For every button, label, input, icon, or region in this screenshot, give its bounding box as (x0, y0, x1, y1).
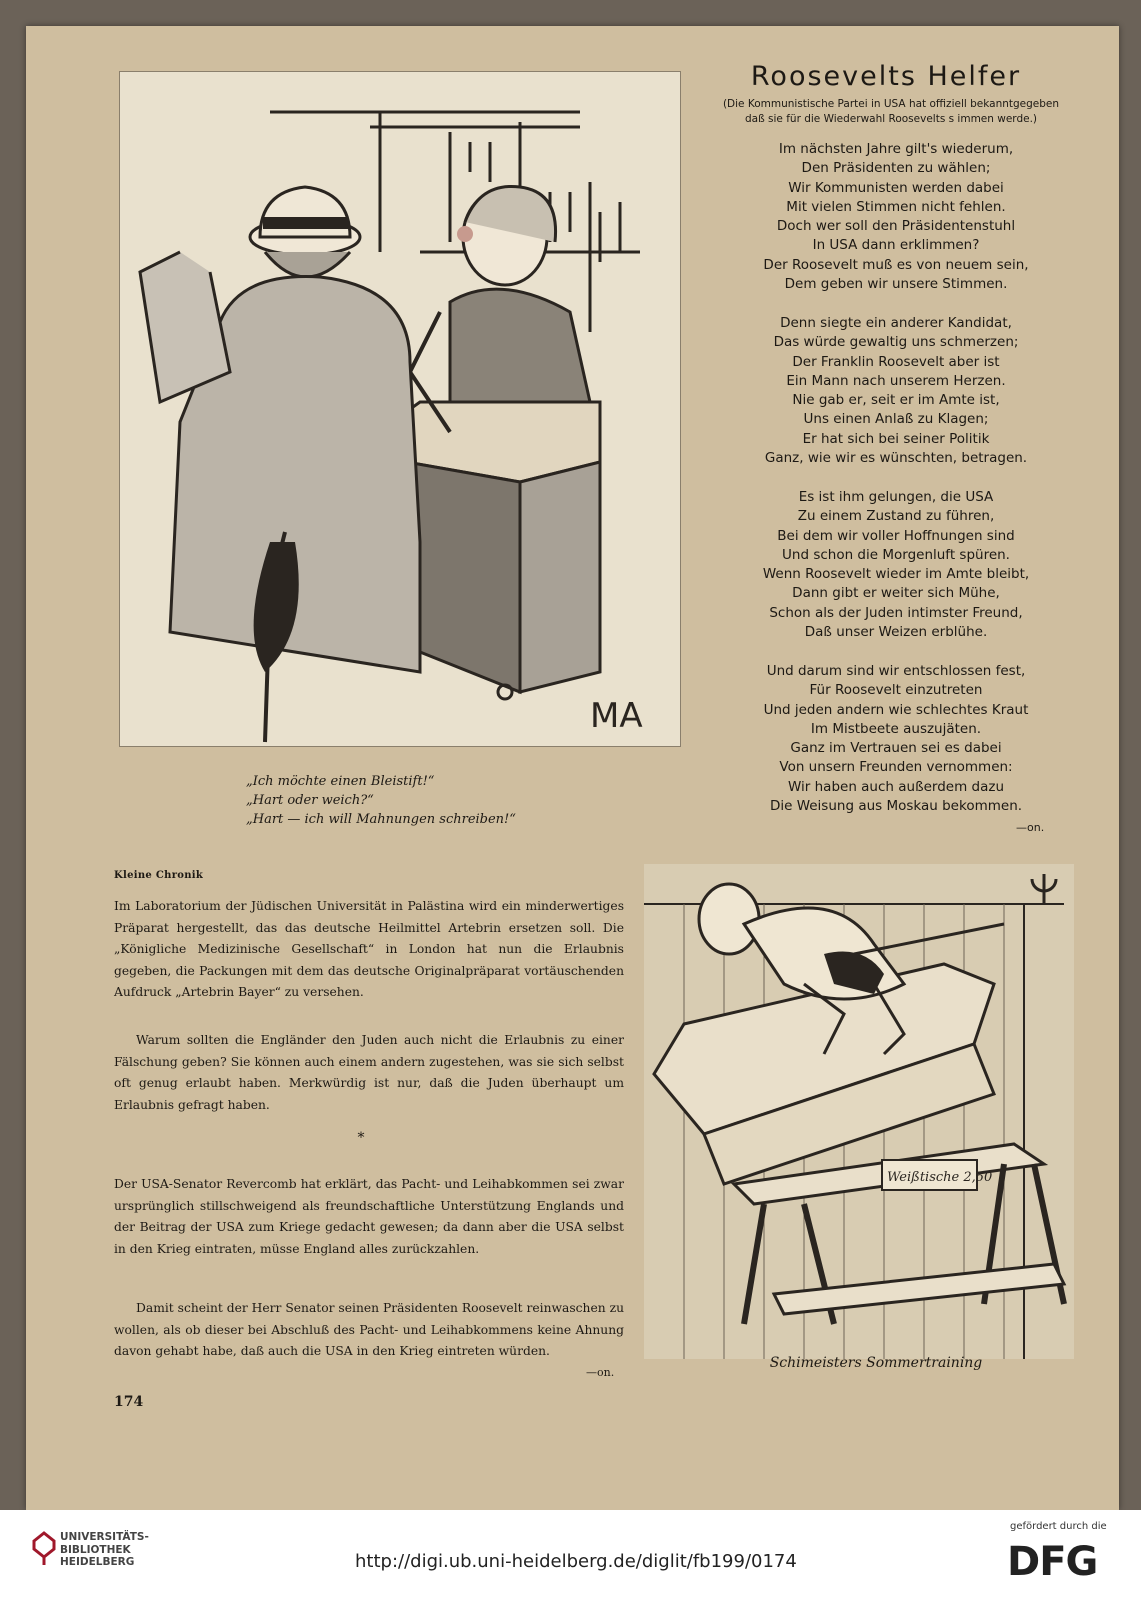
dfg-logo[interactable]: DFG (1007, 1539, 1098, 1585)
cartoon-summer-training-drawing (644, 864, 1074, 1359)
poem-line: In USA dann erklimmen? (812, 237, 980, 254)
page-number: 174 (114, 1394, 144, 1410)
poem-title: Roosevelts Helfer (750, 61, 1022, 92)
chronicle-paragraph-3: Der USA-Senator Revercomb hat erklärt, das Pacht- und Leihabkommen sei zwar ursprünglich stillschweigend als freundschaftliche Unterstützung Englands und der Beitrag der USA zum Kriege gedacht gewesen; da dann aber die USA selbst in den Krieg eintraten, müsse England alles zurückzahlen. (114, 1177, 624, 1256)
chronicle-signature: —on. (586, 1366, 615, 1379)
poem-line: Wenn Roosevelt wieder im Amte bleibt, (762, 566, 1030, 583)
poem-line: Im Mistbeete auszujäten. (810, 720, 982, 737)
cartoon-pencil-shop-drawing (120, 72, 680, 746)
poem-line: Er hat sich bei seiner Politik (802, 430, 990, 447)
poem-line: Und darum sind wir entschlossen fest, (766, 663, 1026, 679)
cartoon1-caption (246, 772, 626, 829)
poem-stanza-2 (716, 314, 1076, 468)
poem-line: Schon als der Juden intimster Freund, (769, 604, 1023, 621)
poem-line: Der Franklin Roosevelt aber ist (792, 353, 1000, 370)
scanned-page (26, 26, 1119, 1510)
poem-line: Von unsern Freunden vernommen: (779, 759, 1013, 776)
caption-line: „Hart — ich will Mahnungen schreiben!“ (246, 812, 516, 827)
poem-stanza-4 (716, 662, 1076, 816)
poem-line: Und jeden andern wie schlechtes Kraut (763, 701, 1029, 718)
permalink-url[interactable]: http://digi.ub.uni-heidelberg.de/diglit/fb199/0174 (355, 1551, 797, 1572)
poem-stanza-3 (716, 488, 1076, 642)
poem-line: Mit vielen Stimmen nicht fehlen. (786, 198, 1006, 215)
poem-editorial-note (686, 97, 1096, 127)
poem-line: Der Roosevelt muß es von neuem sein, (763, 256, 1029, 273)
poem-line: Wir haben auch außerdem dazu (787, 778, 1005, 795)
cartoon2-caption: Schimeisters Sommertraining (769, 1355, 983, 1371)
library-name[interactable] (60, 1531, 149, 1569)
poem-line: Dem geben wir unsere Stimmen. (784, 276, 1008, 293)
cartoon-summer-training (644, 864, 1074, 1359)
poem-line: Wir Kommunisten werden dabei (788, 179, 1004, 196)
cartoon1-signature: MA (590, 696, 643, 736)
poem-line: Daß unser Weizen erblühe. (804, 624, 988, 641)
poem-line: Ein Mann nach unserem Herzen. (786, 372, 1006, 389)
poem-line: Den Präsidenten zu wählen; (801, 160, 991, 177)
chronicle-paragraph-2: Warum sollten die Engländer den Juden auch nicht die Erlaubnis zu einer Fälschung geben? Sie können auch einem andern zugestehen, was sie sich selbst oft genug erlaubt haben. Merkwürdig ist nur, daß die Juden überhaupt um Erlaubnis gefragt haben. (114, 1033, 624, 1112)
poem-line: Im nächsten Jahre gilt's wiederum, (778, 141, 1014, 157)
funding-note: gefördert durch die (1010, 1521, 1107, 1532)
section-separator: * (357, 1130, 365, 1146)
poem-stanza-1 (716, 140, 1076, 294)
poem-line: Ganz im Vertrauen sei es dabei (790, 740, 1002, 757)
chronicle-paragraph-4: Damit scheint der Herr Senator seinen Präsidenten Roosevelt reinwaschen zu wollen, als ob dieser bei Abschluß des Pacht- und Leihabkommens keine Ahnung davon gehabt habe, daß auch die USA in den Krieg eintreten würden. (114, 1301, 624, 1359)
cartoon-pencil-shop (119, 71, 681, 747)
price-sign: Weißtische 2,50 (887, 1170, 993, 1185)
caption-line: „Hart oder weich?“ (246, 793, 374, 808)
poem-line: Denn siegte ein anderer Kandidat, (780, 315, 1012, 331)
library-name-line: UNIVERSITÄTS- (60, 1531, 149, 1543)
chronicle-heading: Kleine Chronik (114, 870, 204, 881)
poem-note-line: daß sie für die Wiederwahl Roosevelts s immen werde.) (744, 113, 1038, 125)
poem-line: Doch wer soll den Präsidentenstuhl (776, 218, 1016, 235)
poem-line: Dann gibt er weiter sich Mühe, (792, 585, 1000, 602)
poem-line: Und schon die Morgenluft spüren. (782, 546, 1010, 563)
poem-line: Es ist ihm gelungen, die USA (798, 489, 994, 505)
poem-line: Ganz, wie wir es wünschten, betragen. (764, 450, 1028, 467)
poem-line: Das würde gewaltig uns schmerzen; (773, 334, 1019, 351)
poem-line: Uns einen Anlaß zu Klagen; (803, 411, 989, 428)
poem-line: Bei dem wir voller Hoffnungen sind (777, 527, 1015, 544)
caption-line: „Ich möchte einen Bleistift!“ (246, 774, 435, 789)
library-name-line: BIBLIOTHEK (60, 1543, 131, 1556)
poem-line: Nie gab er, seit er im Amte ist, (792, 392, 1000, 409)
poem-line: Die Weisung aus Moskau bekommen. (769, 798, 1023, 815)
poem-note-line: (Die Kommunistische Partei in USA hat offiziell bekanntgegeben (722, 98, 1060, 110)
poem-signature: —on. (1016, 821, 1045, 834)
poem-line: Zu einem Zustand zu führen, (797, 508, 995, 525)
library-name-line: HEIDELBERG (60, 1556, 135, 1568)
chronicle-paragraph-1: Im Laboratorium der Jüdischen Universität in Palästina wird ein minderwertiges Präparat hergestellt, das das deutsche Heilmittel Artebrin ersetzen soll. Die „Königliche Medizinische Gesellschaft“ in London hat nun die Erlaubnis gegeben, die Packungen mit dem das deutsche Originalpräparat vortäuschenden Aufdruck „Artebrin Bayer“ zu versehen. (114, 899, 624, 1000)
poem-line: Für Roosevelt einzutreten (809, 682, 983, 699)
library-logo-icon[interactable] (32, 1531, 56, 1571)
logo-mark (34, 1533, 54, 1557)
